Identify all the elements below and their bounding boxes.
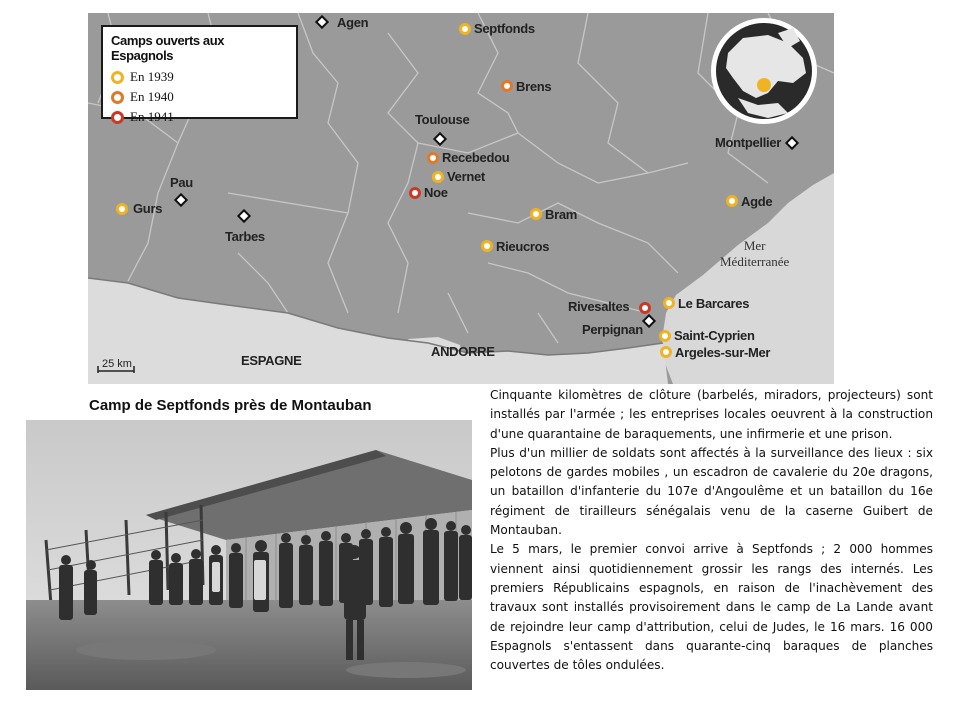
camp-label-brens: Brens <box>516 79 552 94</box>
camp-label-bram: Bram <box>545 207 578 222</box>
camps-map <box>88 13 834 384</box>
description-text <box>490 386 933 675</box>
region-label-espagne: ESPAGNE <box>241 353 302 368</box>
map-legend <box>101 25 298 124</box>
paragraph-1: Cinquante kilomètres de clôture (barbelés, miradors, projecteurs) sont installés par l'armée ; les entreprises locales oeuvrent à la construction d'une quarantaine de baraquements, une infirmerie et une prison. <box>490 388 933 441</box>
paragraph-2: Plus d'un millier de soldats sont affectés à la surveillance des lieux : six pelotons de gardes mobiles , un escadron de cavalerie du 20e dragons, un bataillon d'infanterie du 107e d'Angoulême et un bataillon du 16e régiment de tirailleurs sénégalais venu de la caserne Guibert de Montauban. <box>490 445 933 538</box>
camp-label-argeles: Argeles-sur-Mer <box>675 345 771 360</box>
legend-title: Camps ouverts aux Espagnols <box>111 33 225 63</box>
city-label-agen: Agen <box>337 15 369 30</box>
camp-label-agde: Agde <box>741 194 773 209</box>
camp-label-vernet: Vernet <box>447 169 485 184</box>
legend-item-1939 <box>111 67 288 87</box>
paragraph-3: Le 5 mars, le premier convoi arrive à Septfonds ; 2 000 hommes viennent ainsi quotidiennement grossir les rangs des internés. Les premiers Républicains espagnols, en raison de l'inachèvement des travaux sont installés provisoirement dans le camp de La Lande avant de rejoindre leur camp d'attribution, celui de Judes, le 16 mars. 16 000 Espagnols s'entassent dans quarante-cinq baraques de planches couvertes de tôles ondulées. <box>490 542 933 673</box>
legend-item-1940 <box>111 87 288 107</box>
legend-label: En 1940 <box>130 89 174 104</box>
camp-label-le-barcares: Le Barcares <box>678 296 750 311</box>
camp-label-recebedou: Recebedou <box>442 150 510 165</box>
marker-1939-icon <box>111 71 124 84</box>
camp-label-noe: Noe <box>424 185 448 200</box>
marker-1940-icon <box>111 91 124 104</box>
sea-label-line1: Mer <box>743 238 766 253</box>
camp-label-septfonds: Septfonds <box>474 21 535 36</box>
city-label-perpignan: Perpignan <box>582 322 643 337</box>
camp-label-saint-cyprien: Saint-Cyprien <box>674 328 755 343</box>
city-label-tarbes: Tarbes <box>225 229 265 244</box>
sea-label <box>720 238 789 270</box>
scale-label: 25 km <box>102 358 132 370</box>
legend-label: En 1941 <box>130 109 174 124</box>
camp-label-gurs: Gurs <box>133 201 163 216</box>
marker-1941-icon <box>111 111 124 124</box>
photo-caption: Camp de Septfonds près de Montauban <box>89 397 372 414</box>
region-label-andorre: ANDORRE <box>431 344 495 359</box>
camp-label-rieucros: Rieucros <box>496 239 550 254</box>
camp-photo-image <box>26 420 472 690</box>
locator-globe <box>711 18 817 124</box>
legend-item-1941 <box>111 107 288 127</box>
camp-photo <box>26 420 472 690</box>
city-label-toulouse: Toulouse <box>415 112 470 127</box>
camp-label-rivesaltes: Rivesaltes <box>568 299 630 314</box>
city-label-montpellier: Montpellier <box>715 135 782 150</box>
legend-label: En 1939 <box>130 69 174 84</box>
city-label-pau: Pau <box>170 175 193 190</box>
sea-label-line2: Méditerranée <box>720 254 790 269</box>
